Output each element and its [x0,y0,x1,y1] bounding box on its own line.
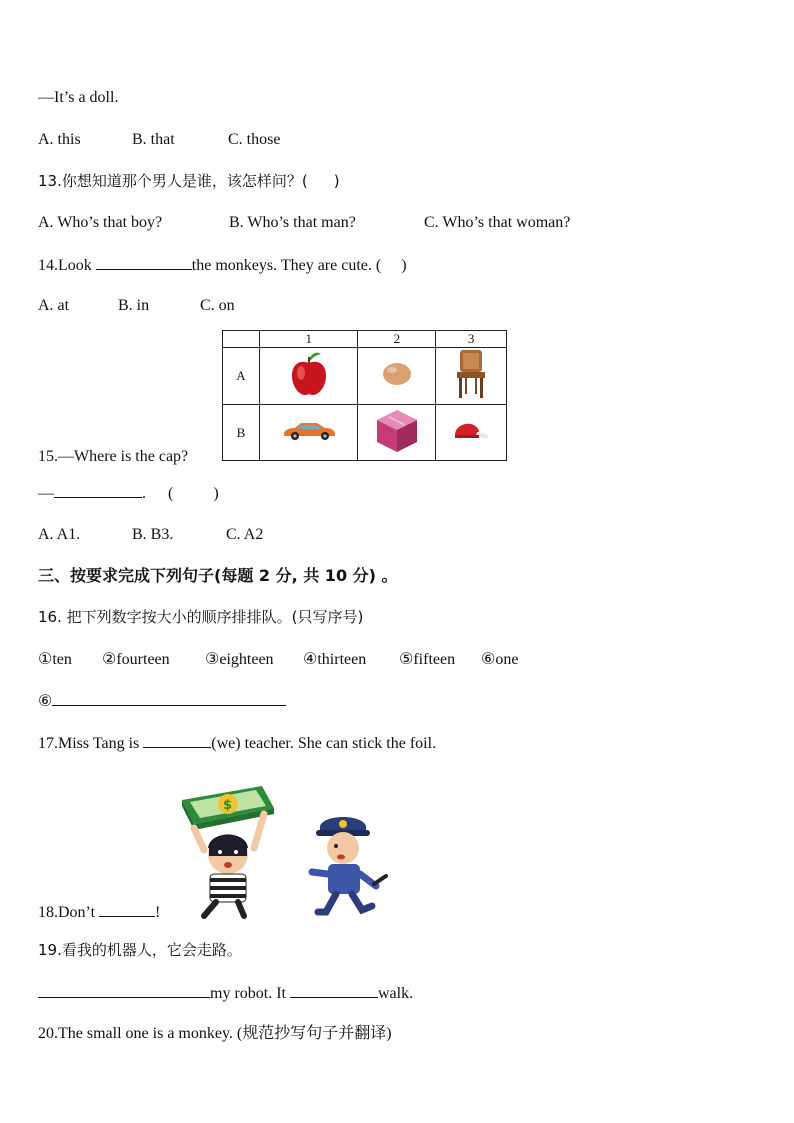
q14-prompt [38,255,407,276]
egg-icon [380,360,414,388]
section-3-title: 三、按要求完成下列句子(每题 2 分, 共 10 分) 。 [38,566,398,585]
q16-items [38,650,518,670]
grid-col-header-3: 3 [436,331,507,348]
grid-cell-b2 [358,405,436,461]
q19-prompt: 19.看我的机器人，它会走路。 [38,941,242,959]
grid-col-header-2: 2 [358,331,436,348]
q16-item-2: ②fourteen [102,651,170,668]
q19-part2: walk. [378,985,414,1002]
q17-suffix: (we) teacher. She can stick the foil. [211,735,437,752]
q19-part1: my robot. It [210,985,286,1002]
q13-option-a: A. Who’s that boy? [38,214,163,231]
q14-prefix: 14.Look [38,257,92,274]
q14-option-c: C. on [200,297,235,314]
q12-option-b: B. that [132,131,175,148]
q15-options [38,525,263,545]
grid-col-header-1: 1 [260,331,358,348]
grid-corner-cell [223,331,260,348]
q18-answer-blank[interactable] [99,902,155,917]
q16-answer-line [38,691,286,712]
grid-row-label-b: B [223,405,260,461]
q19-answer-blank-1[interactable] [38,983,210,998]
q12-option-c: C. those [228,131,281,148]
thief-and-police-illustration [176,778,396,920]
grid-row-label-a: A [223,348,260,405]
q14-suffix: the monkeys. They are cute. ( [191,257,382,274]
q13-prompt-text: 13.你想知道那个男人是谁，该怎样问？( [38,172,308,190]
q15-answer-blank[interactable] [54,483,142,498]
q14-answer-blank[interactable] [96,255,192,270]
q12-answer-line: —It’s a doll. [38,89,119,106]
chair-icon [453,348,489,400]
q15-option-c: C. A2 [226,526,264,543]
q16-answer-start: ⑥ [38,693,53,710]
q15-option-a: A. A1. [38,526,81,543]
item-grid-table [222,330,507,461]
q13-prompt-close: ) [333,172,340,190]
grid-cell-b1 [260,405,358,461]
q15-paren: ( ) [168,485,219,502]
q18-prompt [38,902,160,923]
q14-option-a: A. at [38,297,70,314]
policeman-figure [312,817,386,912]
q12-option-a: A. this [38,131,81,148]
q18-prefix: 18.Don’t [38,904,96,921]
q13-prompt [38,171,340,191]
q20-prompt: 20.The small one is a monkey. (规范抄写句子并翻译) [38,1025,392,1042]
svg-text:$: $ [223,798,233,813]
q16-item-4: ④thirteen [303,651,367,668]
gift-box-icon [375,408,419,454]
q13-option-c: C. Who’s that woman? [424,214,571,231]
cap-icon [451,417,491,445]
grid-cell-a2 [358,348,436,405]
grid-cell-b3 [436,405,507,461]
q19-answer-line [38,983,413,1004]
q14-option-b: B. in [118,297,150,314]
q15-answer-line [38,483,219,504]
q17-prompt [38,733,436,754]
q14-close: ) [401,257,407,274]
q13-option-b: B. Who’s that man? [229,214,356,231]
q16-answer-blank[interactable] [52,691,286,706]
q19-answer-blank-2[interactable] [290,983,378,998]
q12-options [38,130,280,150]
q16-item-3: ③eighteen [205,651,274,668]
q13-options [38,213,570,233]
car-icon [281,420,337,442]
q14-options [38,296,235,316]
q15-period: . [142,485,146,502]
q18-suffix: ! [155,904,161,921]
thief-figure [194,814,264,916]
grid-cell-a3 [436,348,507,405]
q17-answer-blank[interactable] [143,733,211,748]
q16-item-5: ⑤fifteen [399,651,456,668]
apple-icon [289,351,329,397]
q17-prefix: 17.Miss Tang is [38,735,140,752]
q16-item-1: ①ten [38,651,72,668]
q15-dash: — [38,485,54,502]
grid-cell-a1 [260,348,358,405]
q15-option-b: B. B3. [132,526,174,543]
q16-item-6: ⑥one [481,651,519,668]
q16-prompt: 16. 把下列数字按大小的顺序排排队。(只写序号) [38,608,364,626]
q15-prompt: 15.—Where is the cap? [38,448,189,465]
